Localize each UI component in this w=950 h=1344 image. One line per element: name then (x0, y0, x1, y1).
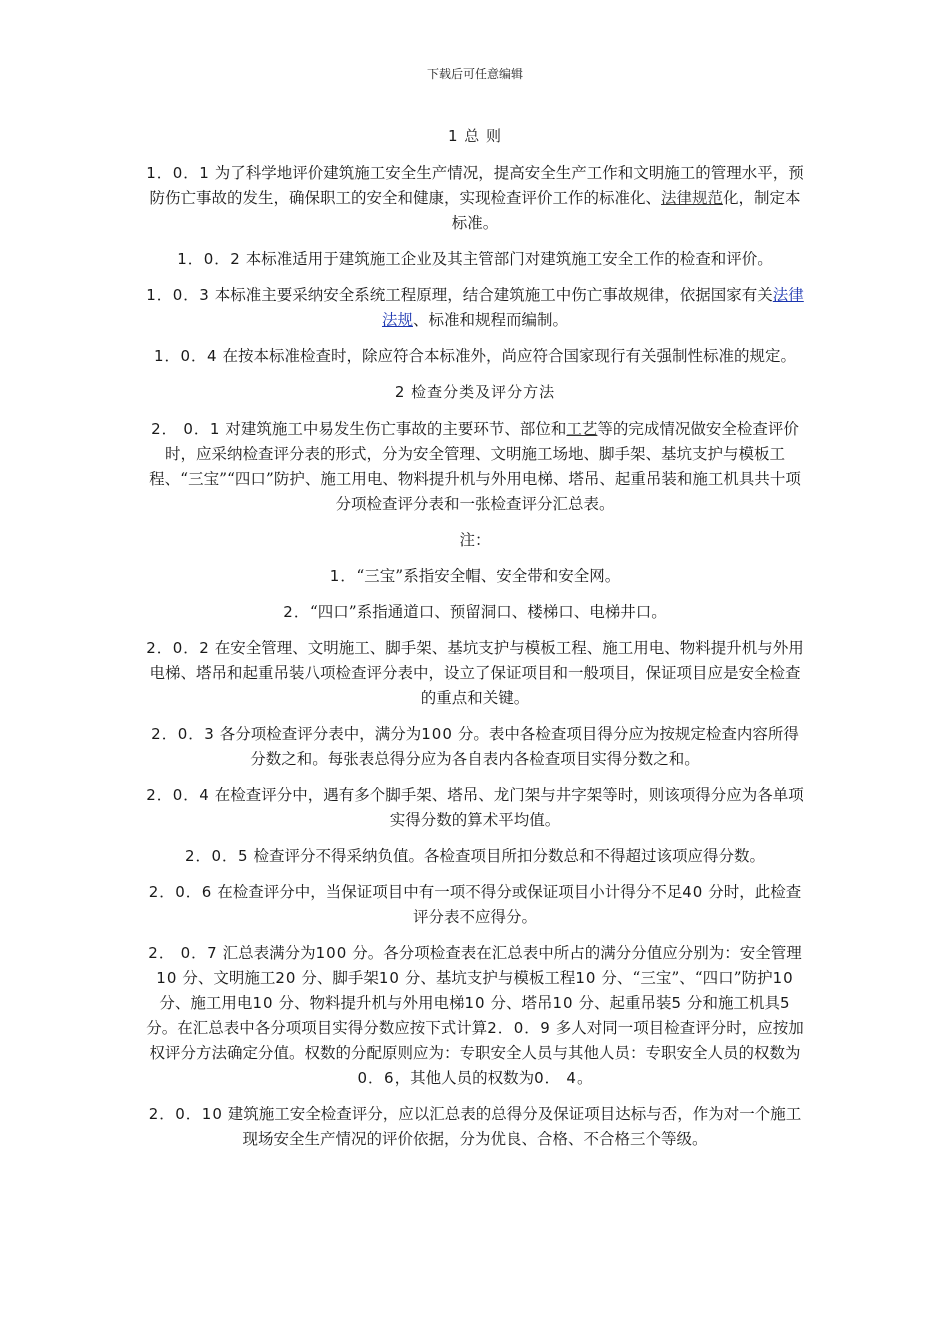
note-label: 注： (459, 531, 491, 549)
clause-number: 2．0．3 (151, 725, 215, 743)
clause-2-0-10: 2．0．10 建筑施工安全检查评分，应以汇总表的总得分及保证项目达标与否，作为对一个施工现场安全生产情况的评价依据，分为优良、合格、不合格三个等级。 (148, 1105, 802, 1148)
clause-2-0-1: 2． 0．1 对建筑施工中易发生伤亡事故的主要环节、部位和工艺等的完成情况做安全检查评价时，应采纳检查评分表的形式，分为安全管理、文明施工场地、脚手架、基坑支护与模板工程、“三宝”“四口”防护、施工用电、物料提升机与外用电梯、塔吊、起重吊装和施工机具共十项分项检查评分表和一张检查评分汇总表。 (149, 420, 801, 513)
clause-number: 2．0．9 (487, 1019, 551, 1037)
clause-2-0-7: 2． 0．7 汇总表满分为100 分。各分项检查表在汇总表中所占的满分分值应分别为：安全管理10 分、文明施工20 分、脚手架10 分、基坑支护与模板工程10 分、“三宝”、“四口”防护10 分、施工用电10 分、物料提升机与外用电梯10 分、塔吊10 分、起重吊装5 分和施工机具5 分。在汇总表中各分项项目实得分数应按下式计算2．0．9 多人对同一项目检查评分时，应按加权评分方法确定分值。权数的分配原则应为：专职安全人员与其他人员：专职安全人员的权数为0．6，其他人员的权数为0． 4。 (146, 944, 804, 1087)
clause-2-0-2: 2．0．2 在安全管理、文明施工、脚手架、基坑支护与模板工程、施工用电、物料提升机与外用电梯、塔吊和起重吊装八项检查评分表中，设立了保证项目和一般项目，保证项目应是安全检查的重点和关键。 (146, 639, 804, 707)
section-1-title: 1 总 则 (447, 127, 503, 145)
clause-number: 1．0．1 (146, 164, 210, 182)
clause-number: 2．0．10 (148, 1105, 223, 1123)
link-legal-norms[interactable]: 法律规范 (660, 189, 723, 207)
clause-2-0-6: 2．0．6 在检查评分中，当保证项目中有一项不得分或保证项目小计得分不足40 分时，此检查评分表不应得分。 (148, 883, 802, 926)
clause-number: 1．0．4 (153, 347, 218, 365)
clause-2-0-3: 2．0．3 各分项检查评分表中，满分为100 分。表中各检查项目得分应为按规定检查内容所得分数之和。每张表总得分应为各自表内各检查项目实得分数之和。 (151, 725, 799, 768)
note-item-2: 2．“四口”系指通道口、预留洞口、楼梯口、电梯井口。 (283, 603, 667, 621)
clause-number: 1．0．3 (146, 286, 210, 304)
link-process[interactable]: 工艺 (566, 420, 598, 438)
clause-number: 2．0．2 (146, 639, 210, 657)
clause-1-0-3: 1．0．3 本标准主要采纳安全系统工程原理，结合建筑施工中伤亡事故规律，依据国家有关法律法规、标准和规程而编制。 (146, 286, 804, 329)
clause-number: 2． 0．1 (151, 420, 221, 438)
clause-1-0-4: 1．0．4 在按本标准检查时，除应符合本标准外，尚应符合国家现行有关强制性标准的规定。 (153, 347, 797, 365)
clause-number: 2． 0．7 (148, 944, 218, 962)
clause-2-0-4: 2．0．4 在检查评分中，遇有多个脚手架、塔吊、龙门架与井字架等时，则该项得分应为各单项实得分数的算术平均值。 (146, 786, 804, 829)
document-body (145, 124, 805, 1163)
clause-number: 1．0．2 (177, 250, 241, 268)
clause-1-0-2: 1．0．2 本标准适用于建筑施工企业及其主管部门对建筑施工安全工作的检查和评价。 (177, 250, 773, 268)
clause-1-0-1: 1．0．1 为了科学地评价建筑施工安全生产情况，提高安全生产工作和文明施工的管理水平，预防伤亡事故的发生，确保职工的安全和健康，实现检查评价工作的标准化、法律规范化，制定本标准。 (146, 164, 804, 232)
clause-number: 2．0．5 (184, 847, 249, 865)
link-laws-regulations[interactable]: 法律法规 (381, 286, 804, 329)
page-header-note: 下载后可任意编辑 (426, 67, 523, 81)
clause-number: 2．0．6 (148, 883, 213, 901)
note-item-1: 1．“三宝”系指安全帽、安全带和安全网。 (329, 567, 621, 585)
section-2-title: 2 检查分类及评分方法 (394, 383, 556, 401)
clause-2-0-5: 2．0．5 检查评分不得采纳负值。各检查项目所扣分数总和不得超过该项应得分数。 (184, 847, 766, 865)
clause-number: 2．0．4 (146, 786, 210, 804)
